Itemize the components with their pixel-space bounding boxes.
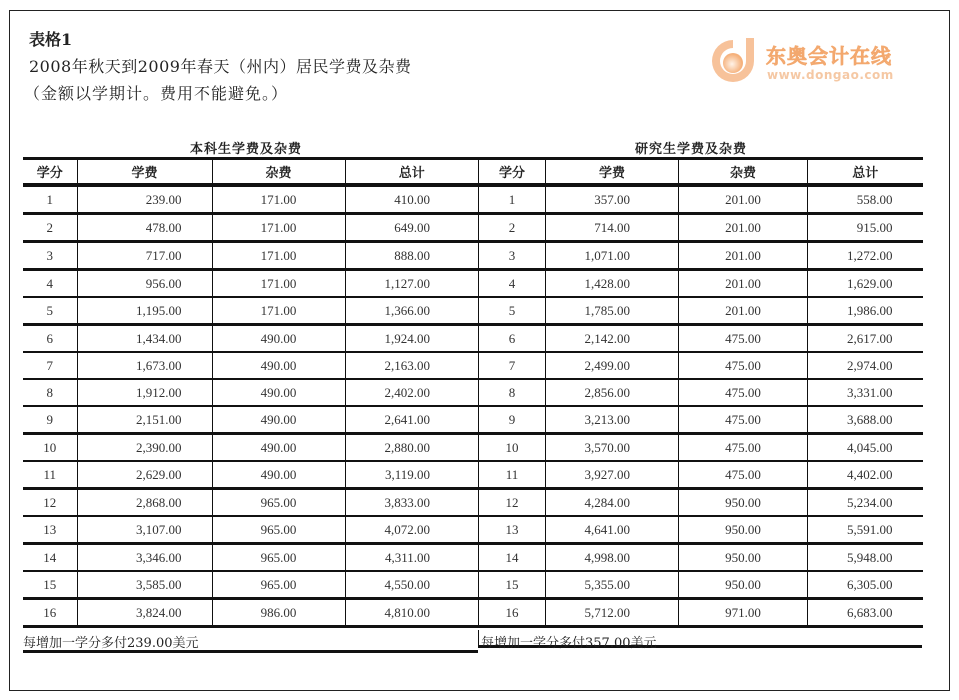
fees-cell: 171.00 [212, 242, 345, 270]
total-cell: 4,550.00 [345, 571, 478, 599]
table-row [23, 516, 478, 544]
tuition-cell: 1,912.00 [77, 379, 212, 406]
table-row [23, 406, 478, 434]
credits-cell: 2 [23, 214, 77, 242]
total-cell: 3,688.00 [808, 406, 923, 434]
credits-cell: 16 [479, 599, 546, 627]
tuition-cell: 956.00 [77, 270, 212, 298]
table-row [479, 461, 923, 489]
table-header-row [23, 159, 478, 186]
document-subtitle: （金额以学期计。费用不能避免。） [24, 84, 289, 103]
table-row [23, 571, 478, 599]
credits-cell: 2 [479, 214, 546, 242]
credits-cell: 11 [23, 461, 77, 489]
credits-cell: 12 [23, 489, 77, 517]
total-cell: 649.00 [345, 214, 478, 242]
fees-cell: 986.00 [212, 599, 345, 627]
total-cell: 915.00 [808, 214, 923, 242]
tuition-cell: 1,071.00 [546, 242, 679, 270]
tuition-cell: 4,284.00 [546, 489, 679, 517]
fees-cell: 475.00 [679, 325, 808, 353]
total-cell: 6,305.00 [808, 571, 923, 599]
column-header-total: 总计 [345, 159, 478, 186]
tuition-cell: 3,927.00 [546, 461, 679, 489]
credits-cell: 3 [23, 242, 77, 270]
fees-cell: 171.00 [212, 270, 345, 298]
tuition-cell: 3,824.00 [77, 599, 212, 627]
fees-cell: 201.00 [679, 185, 808, 214]
tuition-cell: 3,107.00 [77, 516, 212, 544]
tuition-cell: 2,629.00 [77, 461, 212, 489]
tuition-cell: 357.00 [546, 185, 679, 214]
fees-cell: 490.00 [212, 352, 345, 379]
fees-cell: 201.00 [679, 214, 808, 242]
column-header-credits: 学分 [479, 159, 546, 186]
tuition-cell: 2,151.00 [77, 406, 212, 434]
credits-cell: 8 [23, 379, 77, 406]
credits-cell: 4 [479, 270, 546, 298]
table-row [23, 489, 478, 517]
total-cell: 5,234.00 [808, 489, 923, 517]
credits-cell: 7 [23, 352, 77, 379]
tuition-cell: 4,998.00 [546, 544, 679, 572]
total-cell: 3,331.00 [808, 379, 923, 406]
column-header-credits: 学分 [23, 159, 77, 186]
tuition-cell: 239.00 [77, 185, 212, 214]
total-cell: 1,366.00 [345, 297, 478, 325]
fees-cell: 171.00 [212, 297, 345, 325]
tuition-cell: 2,499.00 [546, 352, 679, 379]
tuition-cell: 1,434.00 [77, 325, 212, 353]
total-cell: 1,924.00 [345, 325, 478, 353]
fees-cell: 490.00 [212, 434, 345, 462]
document-title: 2008年秋天到2009年春天（州内）居民学费及杂费 [29, 57, 412, 76]
tuition-cell: 717.00 [77, 242, 212, 270]
fees-cell: 965.00 [212, 516, 345, 544]
tuition-cell: 714.00 [546, 214, 679, 242]
credits-cell: 6 [23, 325, 77, 353]
undergraduate-per-credit-note: 每增加一学分多付239.00美元 [23, 630, 478, 653]
credits-cell: 3 [479, 242, 546, 270]
table-row [479, 242, 923, 270]
table-row [23, 270, 478, 298]
column-header-tuition: 学费 [546, 159, 679, 186]
credits-cell: 16 [23, 599, 77, 627]
table-row [479, 379, 923, 406]
credits-cell: 9 [23, 406, 77, 434]
credits-cell: 1 [23, 185, 77, 214]
total-cell: 2,163.00 [345, 352, 478, 379]
fees-cell: 171.00 [212, 214, 345, 242]
credits-cell: 8 [479, 379, 546, 406]
total-cell: 2,880.00 [345, 434, 478, 462]
fees-cell: 475.00 [679, 379, 808, 406]
table-row [479, 185, 923, 214]
credits-cell: 13 [479, 516, 546, 544]
total-cell: 4,072.00 [345, 516, 478, 544]
fees-cell: 201.00 [679, 270, 808, 298]
fees-cell: 490.00 [212, 461, 345, 489]
tuition-cell: 3,585.00 [77, 571, 212, 599]
fees-cell: 475.00 [679, 406, 808, 434]
credits-cell: 9 [479, 406, 546, 434]
fees-cell: 490.00 [212, 325, 345, 353]
table-row [479, 214, 923, 242]
total-cell: 2,641.00 [345, 406, 478, 434]
fees-cell: 201.00 [679, 242, 808, 270]
tuition-cell: 2,868.00 [77, 489, 212, 517]
total-cell: 558.00 [808, 185, 923, 214]
fees-cell: 950.00 [679, 489, 808, 517]
credits-cell: 5 [23, 297, 77, 325]
fees-cell: 201.00 [679, 297, 808, 325]
table-row [23, 599, 478, 627]
undergraduate-section-title: 本科生学费及杂费 [190, 142, 303, 157]
column-header-tuition: 学费 [77, 159, 212, 186]
total-cell: 2,402.00 [345, 379, 478, 406]
credits-cell: 12 [479, 489, 546, 517]
table-row [23, 325, 478, 353]
total-cell: 888.00 [345, 242, 478, 270]
table-row [479, 489, 923, 517]
table-row [479, 434, 923, 462]
column-header-fees: 杂费 [679, 159, 808, 186]
tuition-cell: 4,641.00 [546, 516, 679, 544]
table-row [23, 544, 478, 572]
total-cell: 6,683.00 [808, 599, 923, 627]
table-row [479, 297, 923, 325]
total-cell: 1,629.00 [808, 270, 923, 298]
total-cell: 3,833.00 [345, 489, 478, 517]
fees-cell: 475.00 [679, 434, 808, 462]
table-row [479, 325, 923, 353]
table-header-row [479, 159, 923, 186]
table-row [479, 270, 923, 298]
tuition-cell: 3,570.00 [546, 434, 679, 462]
fees-cell: 475.00 [679, 461, 808, 489]
credits-cell: 13 [23, 516, 77, 544]
table-row [23, 214, 478, 242]
fees-cell: 965.00 [212, 489, 345, 517]
fees-cell: 971.00 [679, 599, 808, 627]
logo-name: 东奥会计在线 [766, 44, 892, 68]
table-label: 表格1 [29, 30, 73, 49]
total-cell: 5,948.00 [808, 544, 923, 572]
table-row [23, 352, 478, 379]
tuition-cell: 2,856.00 [546, 379, 679, 406]
table-row [23, 242, 478, 270]
dongao-logo-icon [708, 36, 758, 86]
credits-cell: 15 [23, 571, 77, 599]
tuition-cell: 5,712.00 [546, 599, 679, 627]
graduate-section-title: 研究生学费及杂费 [635, 142, 748, 157]
total-cell: 4,045.00 [808, 434, 923, 462]
table-row [479, 406, 923, 434]
total-cell: 3,119.00 [345, 461, 478, 489]
dongao-logo [700, 26, 920, 96]
total-cell: 1,986.00 [808, 297, 923, 325]
credits-cell: 10 [23, 434, 77, 462]
fees-cell: 490.00 [212, 379, 345, 406]
total-cell: 1,272.00 [808, 242, 923, 270]
undergraduate-fee-table [23, 157, 478, 628]
table-row [23, 461, 478, 489]
column-header-fees: 杂费 [212, 159, 345, 186]
total-cell: 2,617.00 [808, 325, 923, 353]
credits-cell: 11 [479, 461, 546, 489]
fees-cell: 171.00 [212, 185, 345, 214]
tuition-cell: 2,142.00 [546, 325, 679, 353]
table-row [479, 516, 923, 544]
credits-cell: 14 [23, 544, 77, 572]
total-cell: 410.00 [345, 185, 478, 214]
table-row [479, 599, 923, 627]
graduate-per-credit-note: 每增加一学分多付357.00美元 [478, 630, 922, 648]
table-row [479, 571, 923, 599]
fees-cell: 950.00 [679, 544, 808, 572]
tuition-cell: 1,785.00 [546, 297, 679, 325]
credits-cell: 4 [23, 270, 77, 298]
credits-cell: 1 [479, 185, 546, 214]
fees-cell: 490.00 [212, 406, 345, 434]
total-cell: 2,974.00 [808, 352, 923, 379]
fees-cell: 950.00 [679, 516, 808, 544]
graduate-fee-table [478, 157, 923, 628]
tuition-cell: 2,390.00 [77, 434, 212, 462]
credits-cell: 5 [479, 297, 546, 325]
credits-cell: 6 [479, 325, 546, 353]
total-cell: 4,402.00 [808, 461, 923, 489]
total-cell: 1,127.00 [345, 270, 478, 298]
tuition-cell: 478.00 [77, 214, 212, 242]
table-row [479, 544, 923, 572]
table-row [23, 185, 478, 214]
table-row [23, 297, 478, 325]
tuition-cell: 3,346.00 [77, 544, 212, 572]
tuition-cell: 1,428.00 [546, 270, 679, 298]
credits-cell: 7 [479, 352, 546, 379]
total-cell: 4,311.00 [345, 544, 478, 572]
tuition-cell: 1,195.00 [77, 297, 212, 325]
table-row [23, 379, 478, 406]
fees-cell: 965.00 [212, 544, 345, 572]
table-row [23, 434, 478, 462]
fees-cell: 950.00 [679, 571, 808, 599]
credits-cell: 15 [479, 571, 546, 599]
total-cell: 5,591.00 [808, 516, 923, 544]
logo-url: www.dongao.com [767, 68, 894, 82]
tuition-cell: 5,355.00 [546, 571, 679, 599]
fees-cell: 475.00 [679, 352, 808, 379]
tuition-cell: 1,673.00 [77, 352, 212, 379]
credits-cell: 10 [479, 434, 546, 462]
table-row [479, 352, 923, 379]
tuition-cell: 3,213.00 [546, 406, 679, 434]
credits-cell: 14 [479, 544, 546, 572]
fees-cell: 965.00 [212, 571, 345, 599]
column-header-total: 总计 [808, 159, 923, 186]
total-cell: 4,810.00 [345, 599, 478, 627]
